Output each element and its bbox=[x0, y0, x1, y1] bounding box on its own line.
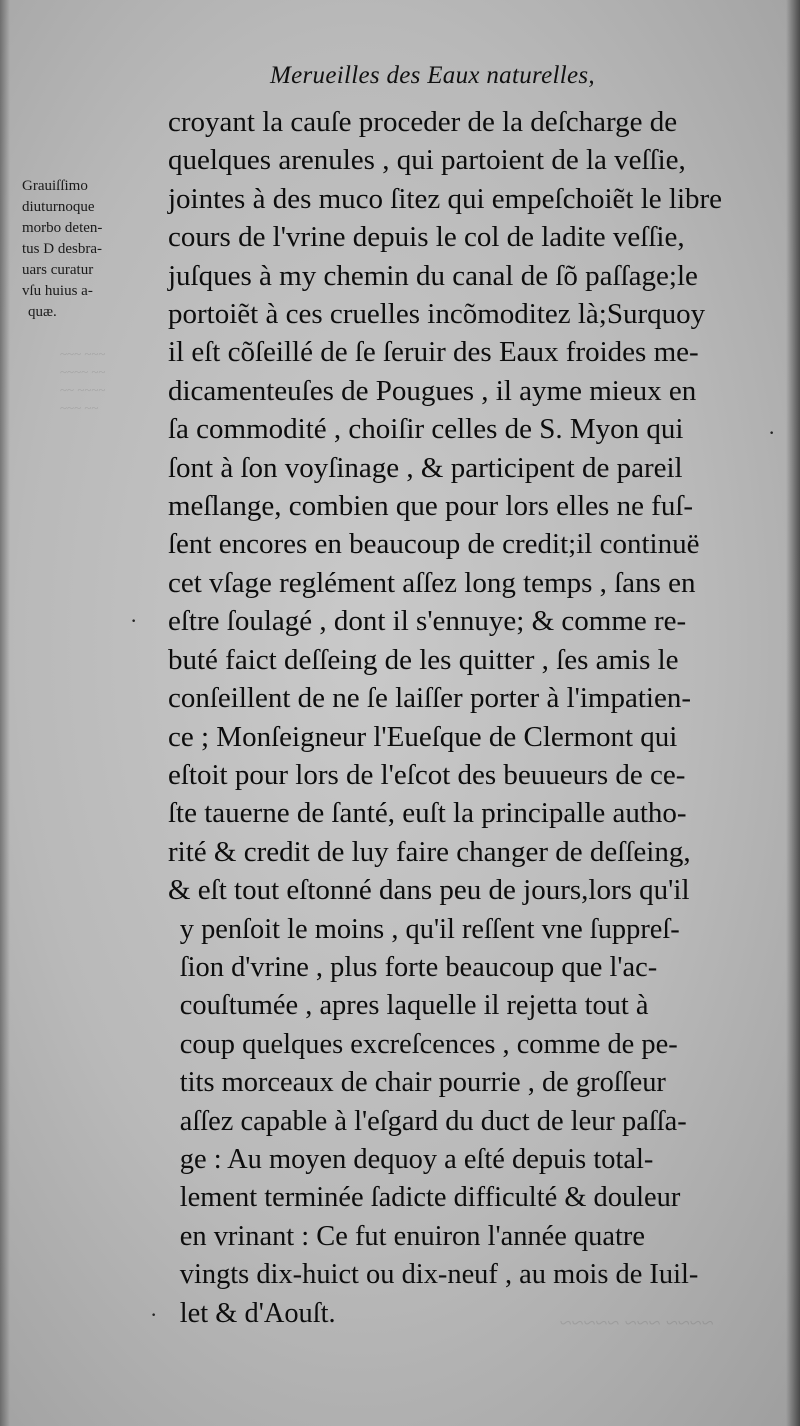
text-line: & eſt tout eſtonné dans peu de jours,lors qu'il bbox=[168, 874, 690, 907]
page-shadow-right bbox=[786, 0, 800, 1426]
text-line: ſion d'vrine , plus forte beaucoup que l'ac- bbox=[179, 950, 658, 983]
running-head: Merueilles des Eaux naturelles, bbox=[270, 62, 595, 89]
text-line: croyant la cauſe proceder de la deſcharge de bbox=[168, 106, 678, 138]
bleed-through-bottom: ~~~~ ~~~ ~~~~~ bbox=[560, 1310, 714, 1335]
text-line: eſtoit pour lors de l'eſcot des beuueurs de ce- bbox=[168, 758, 686, 791]
text-line: lement terminée ſadicte difficulté & douleur bbox=[179, 1181, 681, 1214]
text-line: conſeillent de ne ſe laiſſer porter à l'impatien- bbox=[168, 682, 691, 715]
page-shadow-left bbox=[0, 0, 10, 1426]
text-line: ſa commodité , choiſir celles de S. Myon qui bbox=[168, 413, 684, 446]
marginal-note-line: uars curatur bbox=[22, 262, 94, 278]
page-speck: · bbox=[150, 1302, 158, 1327]
text-line: quelques arenules , qui partoient de la veſſie, bbox=[168, 144, 686, 177]
text-line: cours de l'vrine depuis le col de ladite veſſie, bbox=[168, 221, 685, 254]
text-line: meſlange, combien que pour lors elles ne fuſ- bbox=[168, 490, 694, 523]
marginal-note-line: quæ. bbox=[28, 304, 57, 320]
marginal-note-line: morbo deten- bbox=[22, 220, 103, 236]
text-line: tits morceaux de chair pourrie , de groſſeur bbox=[179, 1066, 666, 1099]
text-line: aſſez capable à l'eſgard du duct de leur paſſa- bbox=[179, 1104, 687, 1137]
body-text bbox=[168, 103, 768, 1332]
text-line: eſtre ſoulagé , dont il s'ennuye; & comme re- bbox=[168, 605, 687, 638]
text-line: coup quelques excreſcences , comme de pe- bbox=[179, 1027, 678, 1060]
text-line: ce ; Monſeigneur l'Eueſque de Clermont qui bbox=[168, 720, 678, 753]
text-line: jointes à des muco ſitez qui empeſchoiẽt le libre bbox=[168, 182, 723, 215]
text-line: vingts dix-huict ou dix-neuf , au mois de Iuil- bbox=[179, 1258, 699, 1291]
text-line: let & d'Aouſt. bbox=[179, 1296, 336, 1329]
marginal-note-line: diuturnoque bbox=[22, 199, 95, 215]
text-line: y penſoit le moins , qu'il reſſent vne ſuppreſ- bbox=[179, 912, 680, 945]
marginal-note-line: vſu huius a- bbox=[22, 283, 93, 299]
marginal-note-line: tus D desbra- bbox=[22, 241, 102, 257]
text-line: ſont à ſon voyſinage , & participent de pareil bbox=[168, 451, 683, 484]
text-line: couſtumée , apres laquelle il rejetta tout à bbox=[179, 989, 649, 1022]
page-speck: · bbox=[130, 608, 138, 633]
text-line: dicamenteuſes de Pougues , il ayme mieux en bbox=[168, 374, 697, 407]
text-line: portoiẽt à ces cruelles incõmoditez là;Surquoy bbox=[168, 298, 706, 331]
marginal-note bbox=[22, 176, 162, 323]
text-line: en vrinant : Ce fut enuiron l'année quatre bbox=[179, 1219, 645, 1252]
bleed-through-text: ~~~ ~~~ ~~~~ ~~ ~~ ~~~~ ~~~ ~~ bbox=[60, 346, 106, 415]
marginal-note-line: Grauiſſimo bbox=[22, 178, 88, 194]
text-line: ge : Au moyen dequoy a eſté depuis total- bbox=[179, 1142, 654, 1175]
text-line: il eſt cõſeillé de ſe ſeruir des Eaux froides me- bbox=[168, 336, 699, 369]
text-line: buté faict deſſeing de les quitter , ſes amis le bbox=[168, 643, 679, 676]
page-speck: · bbox=[768, 420, 776, 445]
text-line: ſent encores en beaucoup de credit;il continuë bbox=[168, 528, 700, 561]
text-line: juſques à my chemin du canal de ſõ paſſage;le bbox=[168, 259, 698, 292]
text-line: cet vſage reglément aſſez long temps , ſans en bbox=[168, 566, 696, 599]
text-line: ſte tauerne de ſanté, euſt la principalle autho- bbox=[168, 797, 687, 830]
text-line: rité & credit de luy faire changer de deſſeing, bbox=[168, 835, 691, 868]
